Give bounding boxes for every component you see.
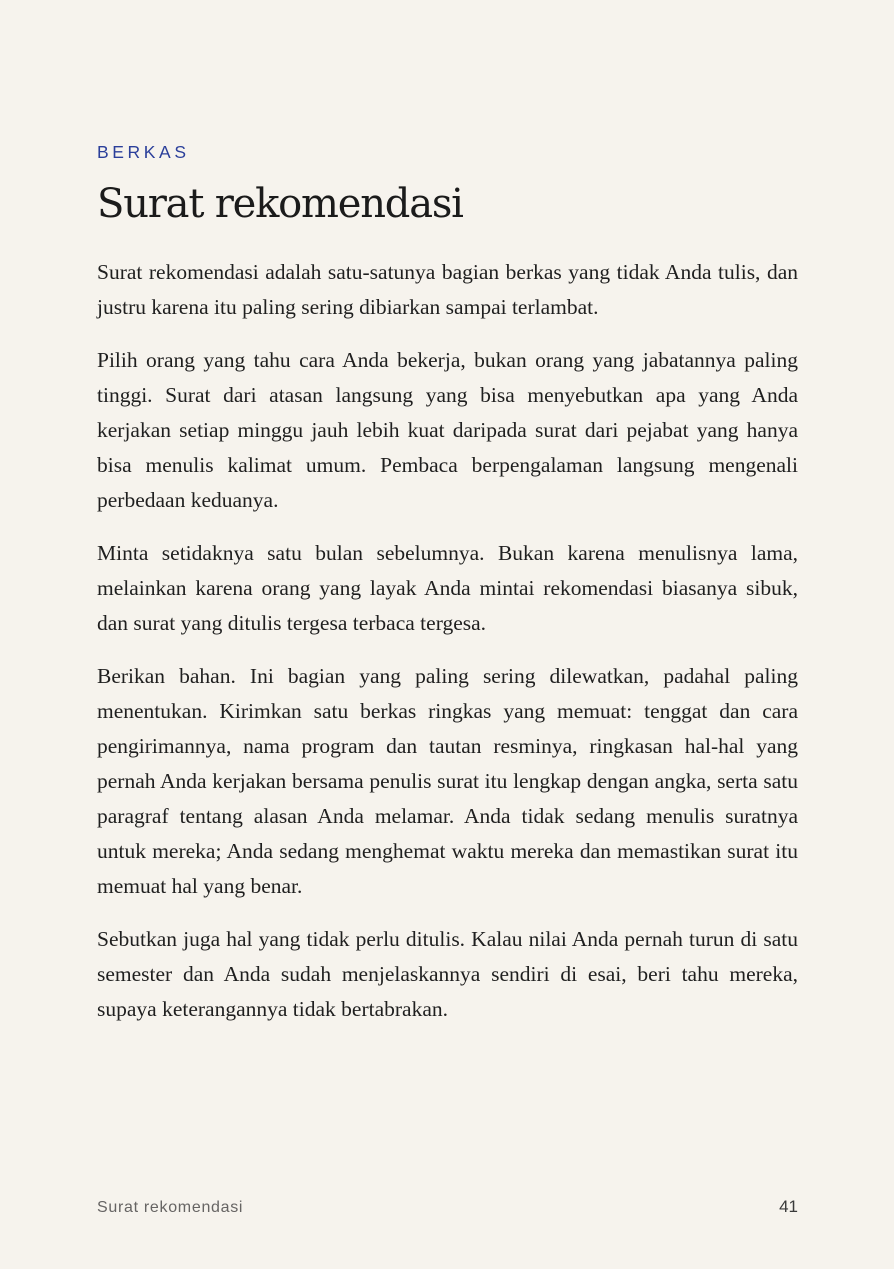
section-label: BERKAS xyxy=(97,142,190,162)
paragraph: Sebutkan juga hal yang tidak perlu ditulis. Kalau nilai Anda pernah turun di satu semester dan Anda sudah menjelaskannya sendiri di esai, beri tahu mereka, supaya keterangannya tidak bertabrakan. xyxy=(97,927,798,1021)
page-title: Surat rekomendasi xyxy=(97,181,463,227)
paragraph: Minta setidaknya satu bulan sebelumnya. Bukan karena menulisnya lama, melainkan karena orang yang layak Anda mintai rekomendasi biasanya sibuk, dan surat yang ditulis tergesa terbaca tergesa. xyxy=(97,541,798,635)
running-title: Surat rekomendasi xyxy=(97,1199,244,1216)
paragraph: Pilih orang yang tahu cara Anda bekerja, bukan orang yang jabatannya paling tinggi. Surat dari atasan langsung yang bisa menyebutkan apa yang Anda kerjakan setiap minggu jauh lebih kuat daripada surat dari pejabat yang hanya bisa menulis kalimat umum. Pembaca berpengalaman langsung mengenali perbedaan keduanya. xyxy=(97,348,798,512)
paragraph: Berikan bahan. Ini bagian yang paling sering dilewatkan, padahal paling menentukan. Kirimkan satu berkas ringkas yang memuat: tenggat dan cara pengirimannya, nama program dan tautan resminya, ringkasan hal-hal yang pernah Anda kerjakan bersama penulis surat itu lengkap dengan angka, serta satu paragraf tentang alasan Anda melamar. Anda tidak sedang menulis suratnya untuk mereka; Anda sedang menghemat waktu mereka dan memastikan surat itu memuat hal yang benar. xyxy=(97,664,798,898)
page-footer xyxy=(97,1197,798,1219)
page-number: 41 xyxy=(779,1197,798,1216)
paragraph: Surat rekomendasi adalah satu-satunya bagian berkas yang tidak Anda tulis, dan justru karena itu paling sering dibiarkan sampai terlambat. xyxy=(97,260,798,319)
body-text xyxy=(97,255,798,1045)
